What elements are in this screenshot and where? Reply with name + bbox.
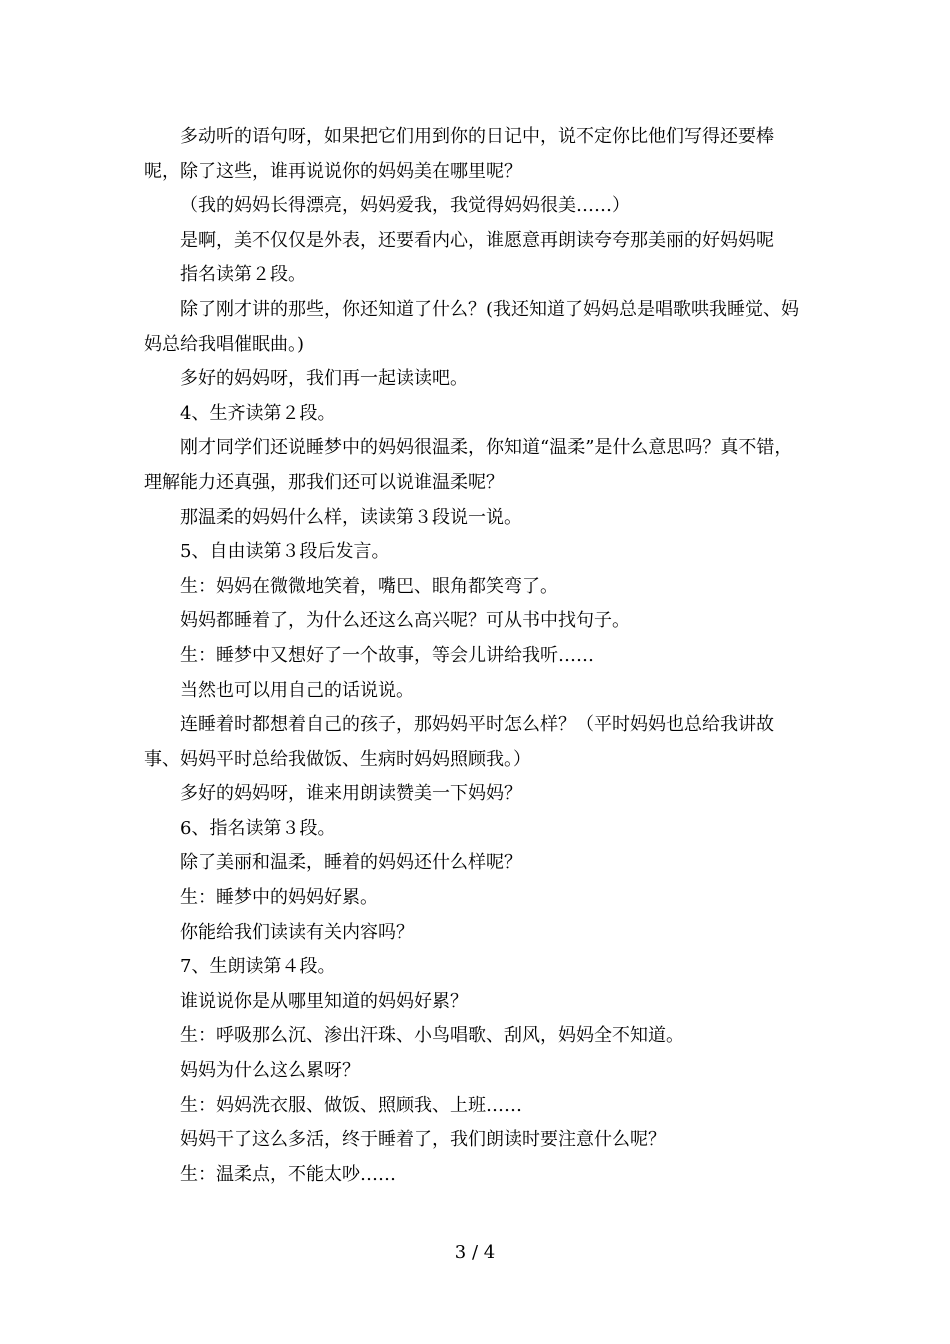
paragraph: 生：呼吸那么沉、渗出汗珠、小鸟唱歌、刮风，妈妈全不知道。 <box>180 1025 684 1047</box>
paragraph: 生：妈妈在微微地笑着，嘴巴、眼角都笑弯了。 <box>180 575 558 597</box>
paragraph: 生：睡梦中的妈妈好累。 <box>180 887 378 909</box>
paragraph: 多好的妈妈呀，我们再一起读读吧。 <box>180 368 468 390</box>
paragraph: 妈妈都睡着了，为什么还这么高兴呢？可从书中找句子。 <box>180 610 630 632</box>
paragraph: 除了美丽和温柔，睡着的妈妈还什么样呢？ <box>180 852 522 874</box>
paragraph: 生：睡梦中又想好了一个故事，等会儿讲给我听…… <box>180 644 594 666</box>
page-number: 3 / 4 <box>454 1242 496 1263</box>
paragraph: 你能给我们读读有关内容吗？ <box>180 921 414 943</box>
paragraph: 多动听的语句呀，如果把它们用到你的日记中，说不定你比他们写得还要棒呢，除了这些，谁再说说你的妈妈美在哪里呢？ <box>144 126 774 182</box>
paragraph: 生：温柔点，不能太吵…… <box>180 1163 396 1185</box>
paragraph: 妈妈为什么这么累呀？ <box>180 1060 360 1082</box>
paragraph: 除了刚才讲的那些，你还知道了什么？(我还知道了妈妈总是唱歌哄我睡觉、妈妈总给我唱催眠曲。) <box>144 298 800 355</box>
paragraph: 当然也可以用自己的话说说。 <box>180 679 414 701</box>
paragraph: 生：妈妈洗衣服、做饭、照顾我、上班…… <box>180 1094 522 1116</box>
paragraph: 是啊，美不仅仅是外表，还要看内心，谁愿意再朗读夸夸那美丽的好妈妈呢 <box>180 229 774 251</box>
paragraph: （我的妈妈长得漂亮，妈妈爱我，我觉得妈妈很美……） <box>180 195 630 217</box>
paragraph: 谁说说你是从哪里知道的妈妈好累？ <box>180 990 468 1012</box>
paragraph: 多好的妈妈呀，谁来用朗读赞美一下妈妈？ <box>180 783 522 805</box>
paragraph: 6、指名读第３段。 <box>180 817 336 839</box>
paragraph: 那温柔的妈妈什么样，读读第３段说一说。 <box>180 506 522 528</box>
paragraph: 7、生朗读第４段。 <box>180 956 336 978</box>
paragraph: 4、生齐读第２段。 <box>180 402 336 424</box>
paragraph: 连睡着时都想着自己的孩子，那妈妈平时怎么样？（平时妈妈也总给我讲故事、妈妈平时总给我做饭、生病时妈妈照顾我。） <box>144 714 774 770</box>
document-body <box>144 120 808 1192</box>
paragraph: 刚才同学们还说睡梦中的妈妈很温柔，你知道“温柔”是什么意思吗？真不错，理解能力还真强，那我们还可以说谁温柔呢？ <box>144 437 793 493</box>
paragraph: 妈妈干了这么多活，终于睡着了，我们朗读时要注意什么呢？ <box>180 1129 666 1151</box>
paragraph: 指名读第２段。 <box>180 264 306 286</box>
paragraph: 5、自由读第３段后发言。 <box>180 541 390 563</box>
